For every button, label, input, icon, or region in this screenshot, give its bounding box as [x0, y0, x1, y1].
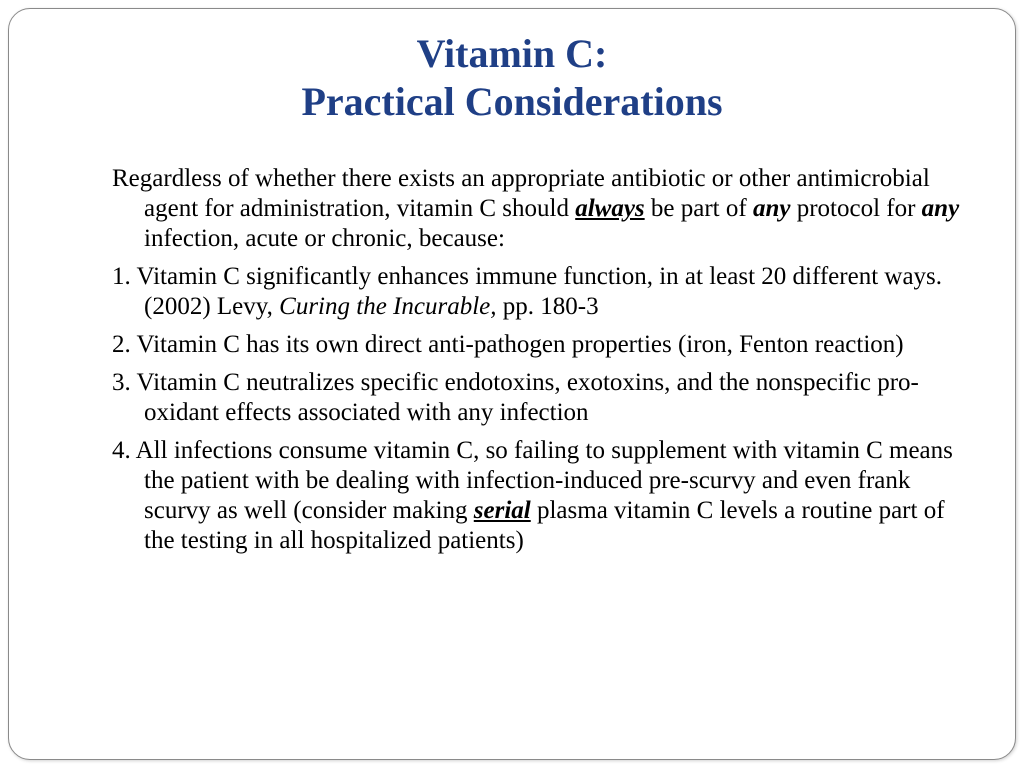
emphasis-any-1: any: [752, 195, 791, 222]
item-1-text: 1. Vitamin C significantly enhances immune function, in at least 20 different ways. (2002) Levy,: [112, 263, 943, 320]
item-1-text-after: pp. 180-3: [496, 293, 599, 320]
intro-text-1: Regardless of whether there exists an appropriate antibiotic or other antimicrobial agent for administration, vitamin C should: [112, 165, 930, 222]
intro-paragraph: [112, 164, 972, 254]
list-item-1: [112, 262, 972, 322]
item-4-text-after: plasma vitamin C levels a routine part of the testing in all hospitalized patients): [144, 497, 945, 554]
intro-text-3: protocol for: [790, 195, 922, 222]
list-item-3: [112, 368, 972, 428]
item-3-text: 3. Vitamin C neutralizes specific endotoxins, exotoxins, and the nonspecific pro-oxidant effects associated with any infection: [112, 369, 919, 426]
intro-text-2: be part of: [644, 195, 753, 222]
title-line-1: Vitamin C:: [416, 31, 608, 76]
title-line-2: Practical Considerations: [301, 79, 723, 124]
slide-title: [0, 30, 1024, 126]
item-4-text: 4. All infections consume vitamin C, so failing to supplement with vitamin C means the patient with be dealing with infection-induced pre-scurvy and even frank scurvy as well (consider making: [112, 437, 953, 524]
slide-body: [112, 164, 972, 564]
emphasis-any-2: any: [921, 195, 960, 222]
list-item-2: [112, 330, 972, 360]
emphasis-serial: serial: [473, 497, 531, 524]
intro-text-4: infection, acute or chronic, because:: [144, 225, 505, 252]
book-title: Curing the Incurable,: [279, 293, 497, 320]
item-2-text: 2. Vitamin C has its own direct anti-pathogen properties (iron, Fenton reaction): [112, 331, 904, 358]
emphasis-always: always: [575, 195, 645, 222]
list-item-4: [112, 436, 972, 556]
